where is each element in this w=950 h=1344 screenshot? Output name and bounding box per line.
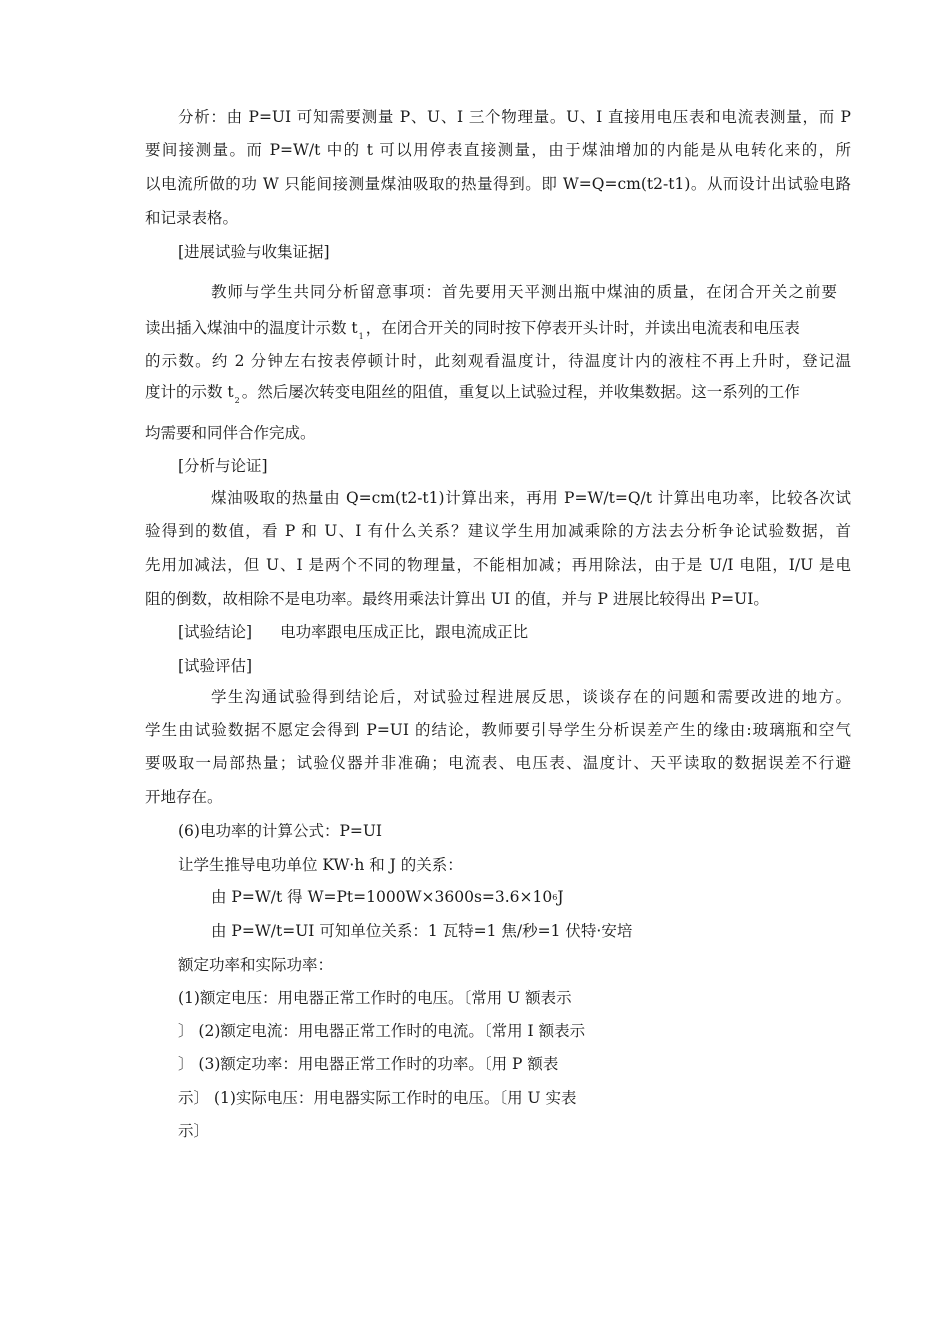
evaluation-line-2: 学生由试验数据不愿定会得到 P=UI 的结论，教师要引导学生分析误差产生的缘由:玻璃瓶和空气 [145,721,851,739]
argument-line-4: 阻的倒数，故相除不是电功率。最终用乘法计算出 UI 的值，并与 P 进展比较得出 P=UI。 [145,590,769,608]
conclusion-line [178,622,528,642]
analysis-line-1: 分析：由 P=UI 可知需要测量 P、U、I 三个物理量。U、I 直接用电压表和电流表测量，而 P [178,108,851,126]
rated-power-line: 〕 (3)额定功率：用电器正常工作时的功率。〔用 P 额表 [178,1055,559,1073]
actual-voltage-line-end: 示〕 [178,1122,210,1140]
experiment-line-2-text-b: ，在闭合开关的同时按下停表开头计时，并读出电流表和电压表 [365,319,800,337]
evaluation-line-4: 开地存在。 [145,788,223,806]
rated-voltage-line: (1)额定电压：用电器正常工作时的电压。〔常用 U 额表示 [178,989,572,1007]
analysis-line-2: 要间接测量。而 P=W/t 中的 t 可以用停表直接测量，由于煤油增加的内能是从电转化来的，所 [145,141,851,159]
conclusion-text: 电功率跟电压成正比，跟电流成正比 [280,623,529,641]
experiment-line-4-text-a: 度计的示数 t [145,383,234,401]
superscript-6: 6 [552,893,558,902]
subscript-2: 2 [234,396,240,405]
unit-derivation-line-1 [211,887,564,907]
argument-line-2: 验得到的数值，看 P 和 U、I 有什么关系？建议学生用加减乘除的方法去分析争论试验数据，首 [145,522,851,540]
analysis-line-4: 和记录表格。 [145,209,239,227]
unit-derivation-text-b: J [557,888,564,906]
actual-voltage-line: 示〕 (1)实际电压：用电器实际工作时的电压。〔用 U 实表 [178,1089,577,1107]
rated-current-line: 〕 (2)额定电流：用电器正常工作时的电流。〔常用 I 额表示 [178,1022,586,1040]
experiment-line-4-text-b: 。然后屡次转变电阻丝的阻值，重复以上试验过程，并收集数据。这一系列的工作 [241,383,800,401]
power-formula-line: (6)电功率的计算公式：P=UI [178,822,383,840]
unit-derivation-intro: 让学生推导电功单位 KW·h 和 J 的关系： [178,856,463,874]
subscript-1: 1 [358,332,364,341]
section-heading-conclusion: [试验结论] [178,623,253,641]
section-heading-evaluation: [试验评估] [178,657,253,675]
unit-derivation-text-a: 由 P=W/t 得 W=Pt=1000W×3600s=3.6×10 [211,888,553,906]
section-heading-experiment: [进展试验与收集证据] [178,243,330,261]
experiment-line-5: 均需要和同伴合作完成。 [145,424,316,442]
experiment-line-1: 教师与学生共同分析留意事项：首先要用天平测出瓶中煤油的质量，在闭合开关之前要 [211,283,837,301]
experiment-line-2 [145,318,800,341]
evaluation-line-1: 学生沟通试验得到结论后，对试验过程进展反思，谈谈存在的问题和需要改进的地方。 [211,688,851,706]
argument-line-3: 先用加减法，但 U、I 是两个不同的物理量，不能相加减；再用除法，由于是 U/I 电阻，I/U 是电 [145,556,851,574]
argument-line-1: 煤油吸取的热量由 Q=cm(t2-t1)计算出来，再用 P=W/t=Q/t 计算出电功率，比较各次试 [211,489,851,507]
unit-derivation-line-2: 由 P=W/t=UI 可知单位关系：1 瓦特=1 焦/秒=1 伏特·安培 [211,922,633,940]
analysis-line-3: 以电流所做的功 W 只能间接测量煤油吸取的热量得到。即 W=Q=cm(t2-t1)。从而设计出试验电路 [145,175,851,193]
experiment-line-3: 的示数。约 2 分钟左右按表停顿计时，此刻观看温度计，待温度计内的液柱不再上升时，登记温 [145,352,851,370]
experiment-line-2-text-a: 读出插入煤油中的温度计示数 t [145,319,358,337]
rated-power-heading: 额定功率和实际功率： [178,956,334,974]
experiment-line-4 [145,382,800,405]
section-heading-analysis: [分析与论证] [178,457,268,475]
evaluation-line-3: 要吸取一局部热量；试验仪器并非准确；电流表、电压表、温度计、天平读取的数据误差不行避 [145,754,851,772]
